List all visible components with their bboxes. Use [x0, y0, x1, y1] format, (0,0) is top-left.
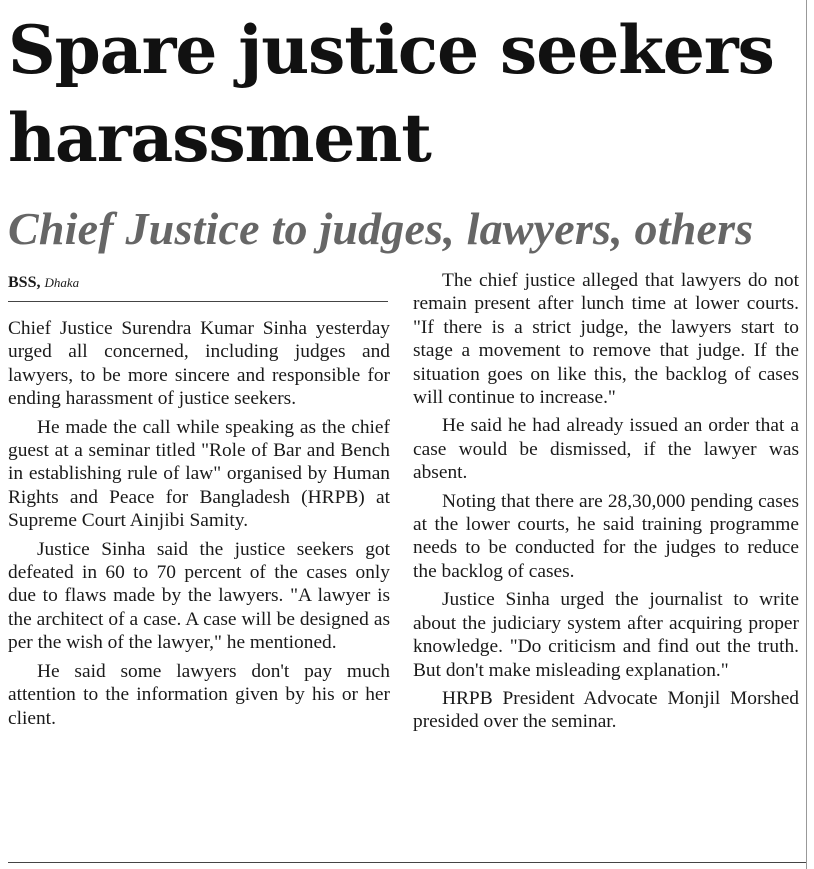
article-paragraph: He said some lawyers don't pay much attention to the information given by his or her client.: [8, 660, 390, 729]
article-paragraph: Chief Justice Surendra Kumar Sinha yesterday urged all concerned, including judges and lawyers, to be more sincere and responsible for ending harassment of justice seekers.: [8, 318, 390, 410]
byline-agency: BSS,: [8, 274, 41, 291]
right-border-line: [806, 0, 807, 869]
article-column-left: [8, 317, 390, 735]
article-column-right: [413, 269, 799, 739]
article-subheadline: Chief Justice to judges, lawyers, others: [8, 203, 754, 254]
article-headline: Spare justice seekers harassment: [8, 11, 774, 177]
article-paragraph: HRPB President Advocate Monjil Morshed presided over the seminar.: [413, 687, 799, 733]
article-paragraph: Justice Sinha urged the journalist to write about the judiciary system after acquiring proper knowledge. "Do criticism and find out the truth. But don't make misleading explanation.": [413, 589, 799, 681]
article-paragraph: The chief justice alleged that lawyers do not remain present after lunch time at lower courts. "If there is a strict judge, the lawyers start to stage a movement to remove that judge. If the situation goes on like this, the backlog of cases will continue to increase.": [413, 270, 799, 409]
article-paragraph: Noting that there are 28,30,000 pending cases at the lower courts, he said training programme needs to be conducted for the judges to reduce the backlog of cases.: [413, 490, 799, 582]
byline-dateline: Dhaka: [44, 275, 80, 290]
bottom-divider: [8, 862, 806, 863]
article-paragraph: Justice Sinha said the justice seekers got defeated in 60 to 70 percent of the cases only due to flaws made by the lawyers. "A lawyer is the architect of a case. A case will be designed as per the wish of the lawyer," he mentioned.: [8, 538, 390, 654]
byline-divider: [8, 301, 388, 302]
article-paragraph: He made the call while speaking as the chief guest at a seminar titled "Role of Bar and Bench in establishing rule of law" organised by Human Rights and Peace for Bangladesh (HRPB) at Supreme Court Ainjibi Samity.: [8, 416, 390, 532]
article-paragraph: He said he had already issued an order that a case would be dismissed, if the lawyer was absent.: [413, 415, 799, 484]
byline: [8, 271, 79, 295]
